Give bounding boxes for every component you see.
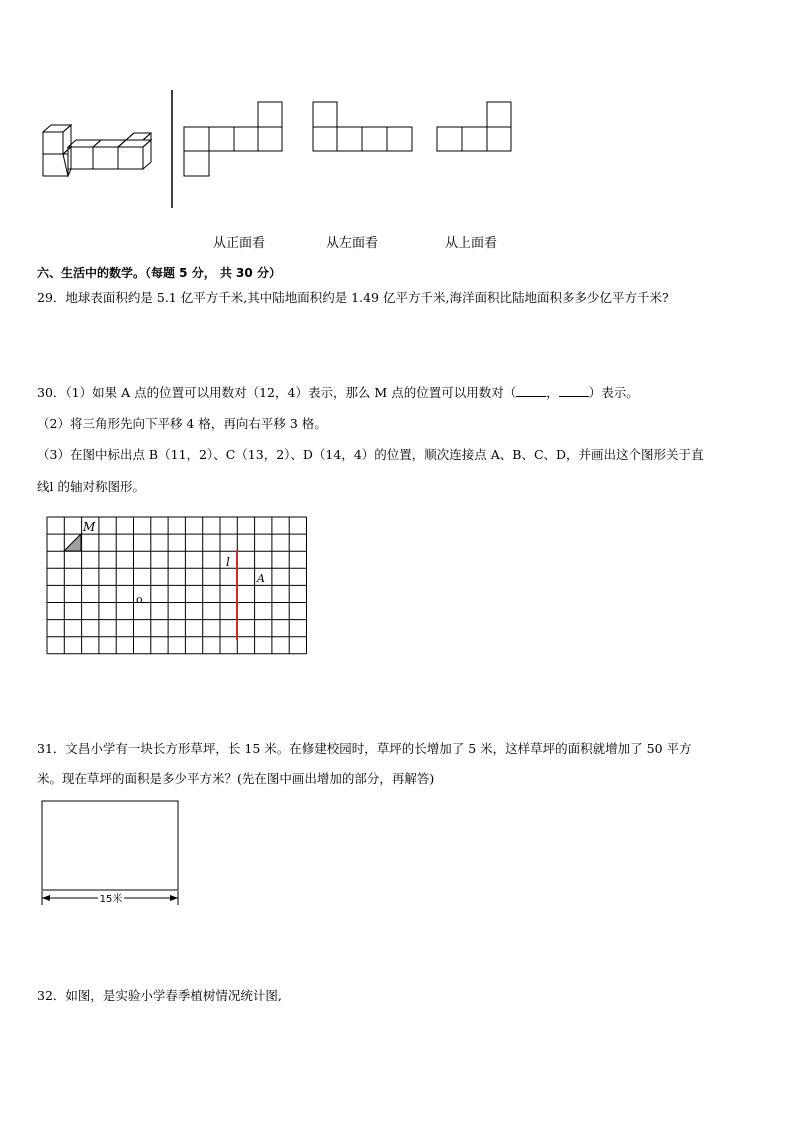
q30-part1-separator: ，	[546, 385, 559, 400]
lawn-rectangle	[42, 801, 178, 890]
dimension-label: 15米	[99, 894, 123, 905]
question-30-part-3-line-2: 线l 的轴对称图形。	[37, 479, 145, 494]
arrow-right-icon	[170, 895, 178, 901]
question-32: 32．如图，是实验小学春季植树情况统计图,	[37, 988, 282, 1003]
question-29: 29．地球表面积约是 5.1 亿平方千米,其中陆地面积约是 1.49 亿平方千米,海洋面积比陆地面积多多少亿平方千米?	[37, 290, 669, 305]
label-l: l	[226, 555, 230, 569]
q30-part1-text: 30．（1）如果 A 点的位置可以用数对（12，4）表示，那么 M 点的位置可以用数对（	[37, 385, 517, 400]
left-view-label: 从左面看	[326, 236, 379, 251]
front-view-label: 从正面看	[213, 236, 266, 251]
label-O: o	[136, 593, 143, 606]
question-31-line-2: 米。现在草坪的面积是多少平方米？(先在图中画出增加的部分，再解答)	[37, 771, 435, 786]
top-view-label: 从上面看	[445, 236, 498, 251]
q30-part1-tail: ）表示。	[588, 385, 639, 400]
question-31-line-1: 31．文昌小学有一块长方形草坪，长 15 米。在修建校园时，草坪的长增加了 5 米，这样草坪的面积就增加了 50 平方	[37, 741, 692, 756]
question-30-part-3-line-1: （3）在图中标出点 B（11，2）、C（13，2）、D（14，4）的位置，顺次连接点 A、B、C、D，并画出这个图形关于直	[37, 447, 704, 462]
section-heading: 六、生活中的数学。（每题 5 分， 共 30 分）	[37, 266, 281, 280]
question-30-part-2: （2）将三角形先向下平移 4 格，再向右平移 3 格。	[37, 416, 327, 431]
label-A: A	[257, 572, 265, 585]
arrow-left-icon	[42, 895, 50, 901]
label-M: M	[83, 520, 96, 534]
